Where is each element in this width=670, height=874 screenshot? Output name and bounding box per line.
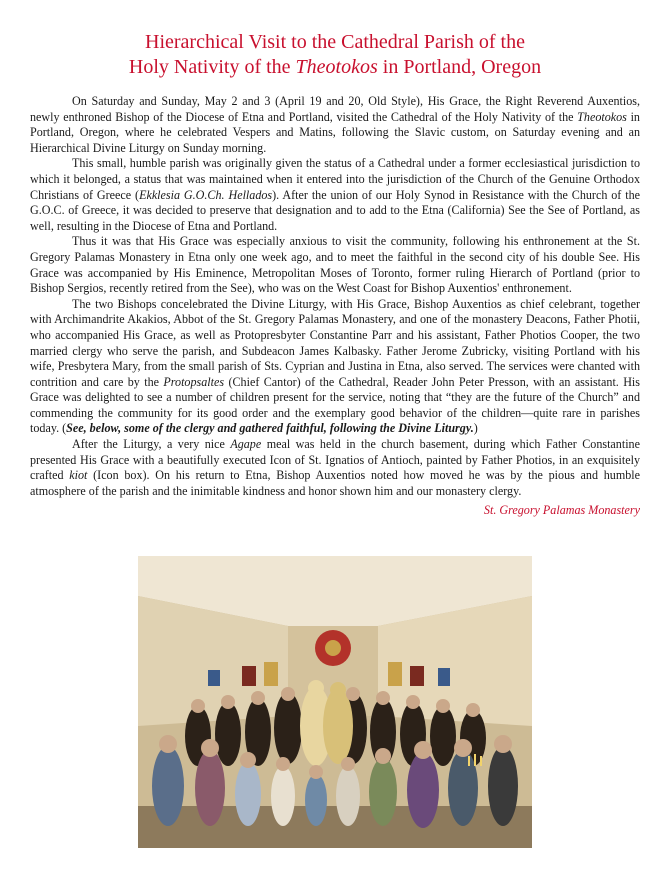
italic-text: Protopsaltes: [163, 374, 225, 389]
photo-icon-halo: [325, 640, 341, 656]
paragraph-text: in Portland, Oregon, where he celebrated Vespers and Matins, following the Slavic custom, on Saturday evening and an Hierarchical Divine Liturgy on Sunday morning.: [30, 109, 640, 155]
photo-icon: [208, 670, 220, 686]
photo-icon: [242, 666, 256, 686]
title-line-2-end: in Portland, Oregon: [377, 56, 542, 78]
italic-text: See, below, some of the clergy and gathered faithful, following the Divine Liturgy.: [66, 421, 474, 436]
photo-icon: [264, 662, 278, 686]
paragraph: [30, 94, 640, 156]
photo-mitre: [308, 680, 324, 696]
paragraph-text: ). After the union of our Holy Synod in Resistance with the Church of the G.O.C. of Greece, it was decided to preserve that designation and to add to the Etna (California) See the See of Portland, as well, resulting in the Diocese of Etna and Portland.: [30, 187, 640, 233]
paragraph: [30, 297, 640, 437]
photo-icon: [410, 666, 424, 686]
paragraph-text: ): [473, 421, 478, 436]
photo-bishop: [323, 688, 353, 764]
title-line-2-start: Holy Nativity of the: [128, 56, 296, 78]
signature: St. Gregory Palamas Monastery: [483, 503, 640, 518]
article-body: [30, 94, 640, 519]
italic-text: Ekklesia G.O.Ch. Hellados: [139, 187, 273, 202]
title-line-2: [30, 55, 640, 80]
paragraph-text: This small, humble parish was originally given the status of a Cathedral under a former ecclesiastical jurisdiction to which it belonged, a status that was maintained when it entered into the jurisdiction of the Church of the Genuine Orthodox Christians of Greece (: [30, 156, 640, 202]
paragraph: [30, 234, 640, 296]
paragraph-text: The two Bishops concelebrated the Divine Liturgy, with His Grace, Bishop Auxentios as chief celebrant, together with Archimandrite Akakios, Abbot of the St. Gregory Palamas Monastery, and one of the monastery Deacons, Father Photii, who accompanied His Grace, as well as Protopresbyter Constantine Parr and his assistant, Father Photios Cooper, the two married clergy who serve the parish, and Subdeacon James Kalbasky. Father Jerome Zubricky, visiting Portland with his wife, Presbytera Mary, from the small parish of Sts. Cyprian and Justina in Etna, also served. The services were chanted with contrition and care by the: [30, 296, 640, 389]
article-paragraphs: [30, 94, 640, 499]
photo-mitre: [330, 682, 346, 698]
paragraph: [30, 156, 640, 234]
paragraph-text: After the Liturgy, a very nice: [72, 437, 231, 452]
italic-text: Theotokos: [577, 109, 627, 124]
photo-icon: [438, 668, 450, 686]
title-line-2-italic: Theotokos: [295, 56, 378, 78]
paragraph-text: meal was held in the church basement, during which Father Constantine presented His Grace with a beautifully executed Icon of St. Ignatios of Antioch, painted by Father Photios, in an exquisitely crafted: [30, 437, 640, 483]
group-photo: [138, 556, 532, 848]
group-photo-illustration: [138, 556, 532, 848]
paragraph: [30, 437, 640, 499]
photo-icon: [388, 662, 402, 686]
italic-text: kiot: [69, 468, 88, 483]
title-line-1: Hierarchical Visit to the Cathedral Parish of the: [145, 31, 525, 53]
article-title: [30, 30, 640, 80]
paragraph-text: On Saturday and Sunday, May 2 and 3 (April 19 and 20, Old Style), His Grace, the Right Reverend Auxentios, newly enthroned Bishop of the Diocese of Etna and Portland, visited the Cathedral of the Holy Nativity of the: [30, 94, 640, 124]
italic-text: Agape: [230, 437, 262, 452]
paragraph-text: Thus it was that His Grace was especially anxious to visit the community, following his enthronement at the St. Gregory Palamas Monastery in Etna only one week ago, and to meet the faithful in the second city of his double See. His Grace was accompanied by His Eminence, Metropolitan Moses of Toronto, former ruling Hierarch of Portland (prior to Bishop Sergios, recently retired from the See), who was on the West Coast for Bishop Auxentios' enthronement.: [30, 234, 640, 296]
paragraph-text: (Icon box). On his return to Etna, Bishop Auxentios noted how moved he was by the pious and humble atmosphere of the parish and the inimitable kindness and honor shown him and our monastery clergy.: [30, 468, 640, 498]
paragraph-text: (Chief Cantor) of the Cathedral, Reader John Peter Presson, with an assistant. His Grace was delighted to see a number of children present for the service, noting that “they are the future of the Church” and commending the community for its good order and the exemplary good behavior of the children—quite rare in parishes today. (: [30, 374, 640, 436]
